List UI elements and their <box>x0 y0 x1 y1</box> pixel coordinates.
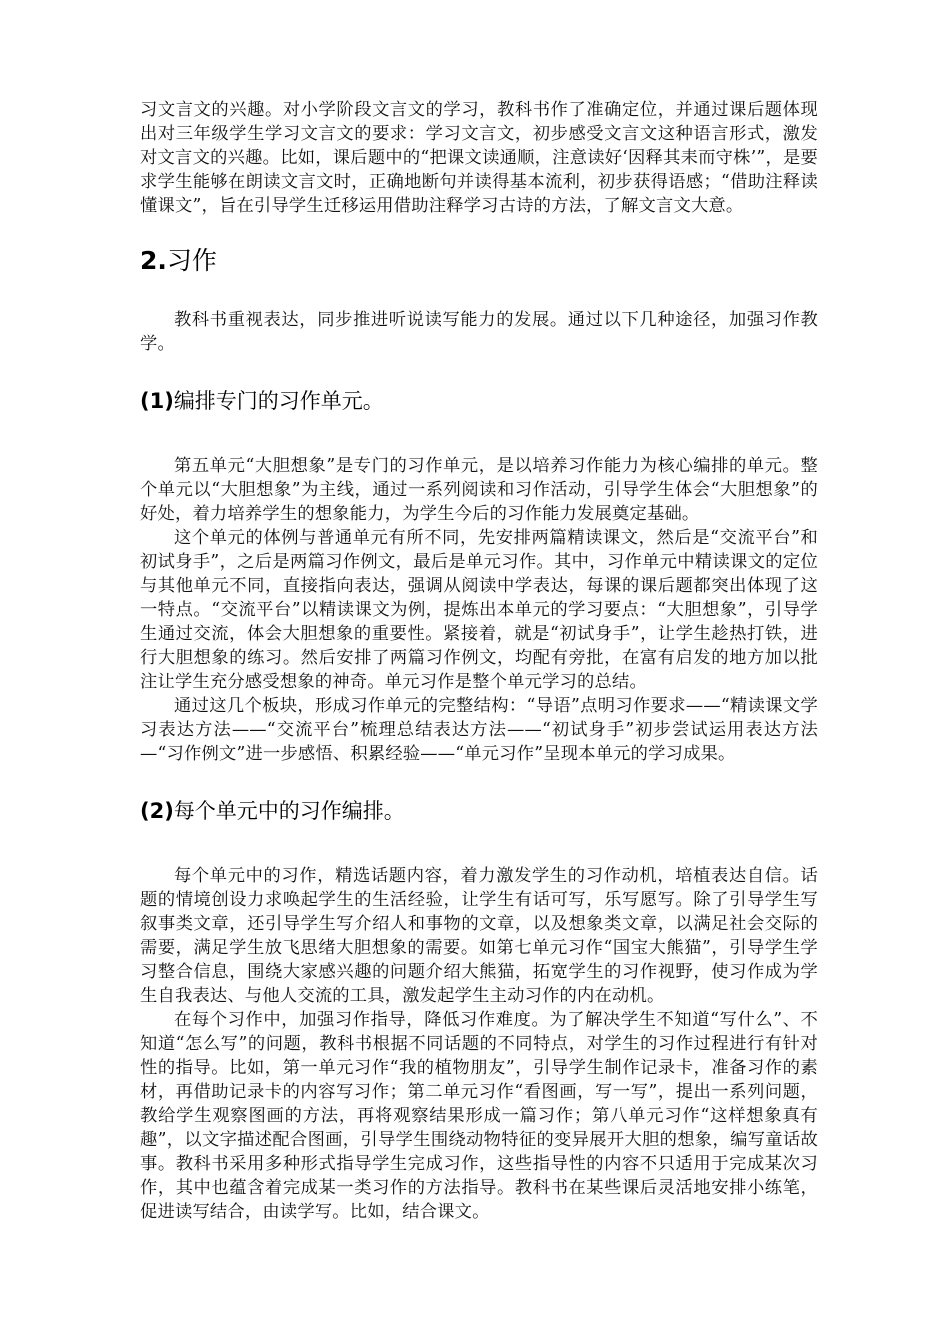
section-heading-writing <box>140 246 818 276</box>
section-number: 2. <box>140 246 167 275</box>
subheading-writing-unit <box>140 388 818 414</box>
paragraph-classical-chinese-interest: 习文言文的兴趣。对小学阶段文言文的学习，教科书作了准确定位，并通过课后题体现出对三年级学生学习文言文的要求：学习文言文，初步感受文言文这种语言形式，激发对文言文的兴趣。比如，课后题中的“把课文读通顺，注意读好‘因释其耒而守株’”，是要求学生能够在朗读文言文时，正确地断句并读得基本流利，初步获得语感；“借助注释读懂课文”，旨在引导学生迁移运用借助注释学习古诗的方法，了解文言文大意。 <box>140 100 818 216</box>
paragraph-unit-structure: 这个单元的体例与普通单元有所不同，先安排两篇精读课文，然后是“交流平台”和初试身手”，之后是两篇习作例文，最后是单元习作。其中，习作单元中精读课文的定位与其他单元不同，直接指向表达，强调从阅读中学表达，每课的课后题都突出体现了这一特点。“交流平台”以精读课文为例，提炼出本单元的学习要点：“大胆想象”，引导学生通过交流，体会大胆想象的重要性。紧接着，就是“初试身手”，让学生趁热打铁，进行大胆想象的练习。然后安排了两篇习作例文，均配有旁批，在富有启发的地方加以批注让学生充分感受想象的神奇。单元习作是整个单元学习的总结。 <box>140 528 818 692</box>
subheading-title: 每个单元中的习作编排。 <box>173 799 405 823</box>
subheading-number: (2) <box>140 799 174 823</box>
section-title: 习作 <box>166 246 217 275</box>
paragraph-unit-summary: 通过这几个板块，形成习作单元的完整结构：“导语”点明习作要求——“精读课文学习表达方法——“交流平台”梳理总结表达方法——“初试身手”初步尝试运用表达方法—“习作例文”进一步感悟、积累经验——“单元习作”呈现本单元的学习成果。 <box>140 696 818 764</box>
paragraph-each-unit-writing: 每个单元中的习作，精选话题内容，着力激发学生的习作动机，培植表达自信。话题的情境创设力求唤起学生的生活经验，让学生有话可写，乐写愿写。除了引导学生写叙事类文章，还引导学生写介绍人和事物的文章，以及想象类文章，以满足社会交际的需要，满足学生放飞思绪大胆想象的需要。如第七单元习作“国宝大熊猫”，引导学生学习整合信息，围绕大家感兴趣的问题介绍大熊猫，拓宽学生的习作视野，使习作成为学生自我表达、与他人交流的工具，激发起学生主动习作的内在动机。 <box>140 866 818 1006</box>
subheading-each-unit <box>140 798 818 824</box>
paragraph-writing-guidance: 在每个习作中，加强习作指导，降低习作难度。为了解决学生不知道“写什么”、不知道“怎么写”的问题，教科书根据不同话题的不同特点，对学生的习作过程进行有针对性的指导。比如，第一单元习作“我的植物朋友”，引导学生制作记录卡，准备习作的素材，再借助记录卡的内容写习作；第二单元习作“看图画，写一写”，提出一系列问题，教给学生观察图画的方法，再将观察结果形成一篇习作；第八单元习作“这样想象真有趣”，以文字描述配合图画，引导学生围绕动物特征的变异展开大胆的想象，编写童话故事。教科书采用多种形式指导学生完成习作，这些指导性的内容不只适用于完成某次习作，其中也蕴含着完成某一类习作的方法指导。教科书在某些课后灵活地安排小练笔，促进读写结合，由读学写。比如，结合课文。 <box>140 1010 818 1222</box>
subheading-title: 编排专门的习作单元。 <box>173 389 384 413</box>
subheading-number: (1) <box>140 389 174 413</box>
paragraph-unit-five: 第五单元“大胆想象”是专门的习作单元，是以培养习作能力为核心编排的单元。整个单元以“大胆想象”为主线，通过一系列阅读和习作活动，引导学生体会“大胆想象”的好处，着力培养学生的想象能力，为学生今后的习作能力发展奠定基础。 <box>140 456 818 524</box>
paragraph-writing-intro: 教科书重视表达，同步推进听说读写能力的发展。通过以下几种途径，加强习作教学。 <box>140 310 818 354</box>
document-page <box>140 98 818 1224</box>
